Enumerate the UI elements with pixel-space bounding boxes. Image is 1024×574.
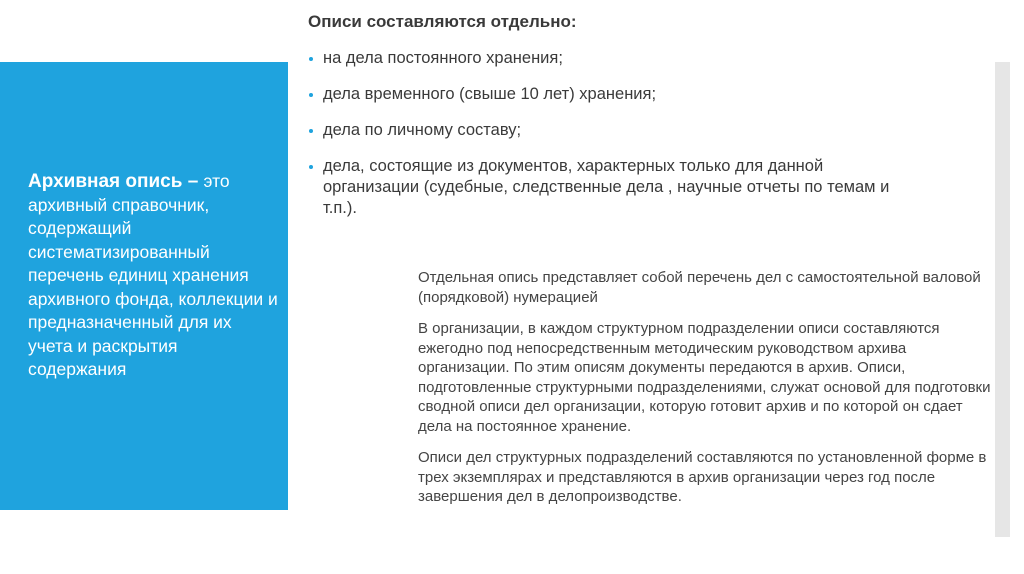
- definition-dash: –: [182, 171, 204, 192]
- list-item-text: дела по личному составу;: [323, 121, 522, 139]
- bullet-list: [308, 48, 928, 234]
- paragraph: Отдельная опись представляет собой перечень дел с самостоятельной валовой (порядковой) нумерацией: [418, 269, 981, 306]
- list-item-text: дела, состоящие из документов, характерных только для данной организации (судебные, следственные дела , научные отчеты по темам и т.п.).: [323, 157, 890, 217]
- list-item: [308, 48, 928, 69]
- list-item-text: дела временного (свыше 10 лет) хранения;: [323, 85, 657, 103]
- bullet-icon: [309, 93, 313, 97]
- definition-text: [28, 170, 278, 382]
- list-item: [308, 156, 913, 219]
- list-item: [308, 120, 928, 141]
- bullet-icon: [309, 165, 313, 169]
- list-item: [308, 84, 928, 105]
- body-paragraphs: [418, 268, 998, 519]
- bullet-icon: [309, 57, 313, 61]
- section-heading: Описи составляются отдельно:: [308, 12, 577, 31]
- bullet-icon: [309, 129, 313, 133]
- paragraph: В организации, в каждом структурном подразделении описи составляются ежегодно под непосредственным методическим руководством архива организации. По этим описям документы передаются в архив. Описи, подготовленные структурными подразделениями, служат основой для подготовки сводной описи дел организации, которую готовит архив и по которой он сдает дела на постоянное хранение.: [418, 320, 991, 435]
- definition-term: Архивная опись: [28, 171, 183, 192]
- list-item-text: на дела постоянного хранения;: [323, 49, 563, 67]
- paragraph: Описи дел структурных подразделений составляются по установленной форме в трех экземплярах и представляются в архив организации через год после завершения дел в делопроизводстве.: [418, 449, 987, 505]
- definition-body: это архивный справочник, содержащий систематизированный перечень единиц хранения архивного фонда, коллекции и предназначенный для их учета и раскрытия содержания: [28, 171, 278, 379]
